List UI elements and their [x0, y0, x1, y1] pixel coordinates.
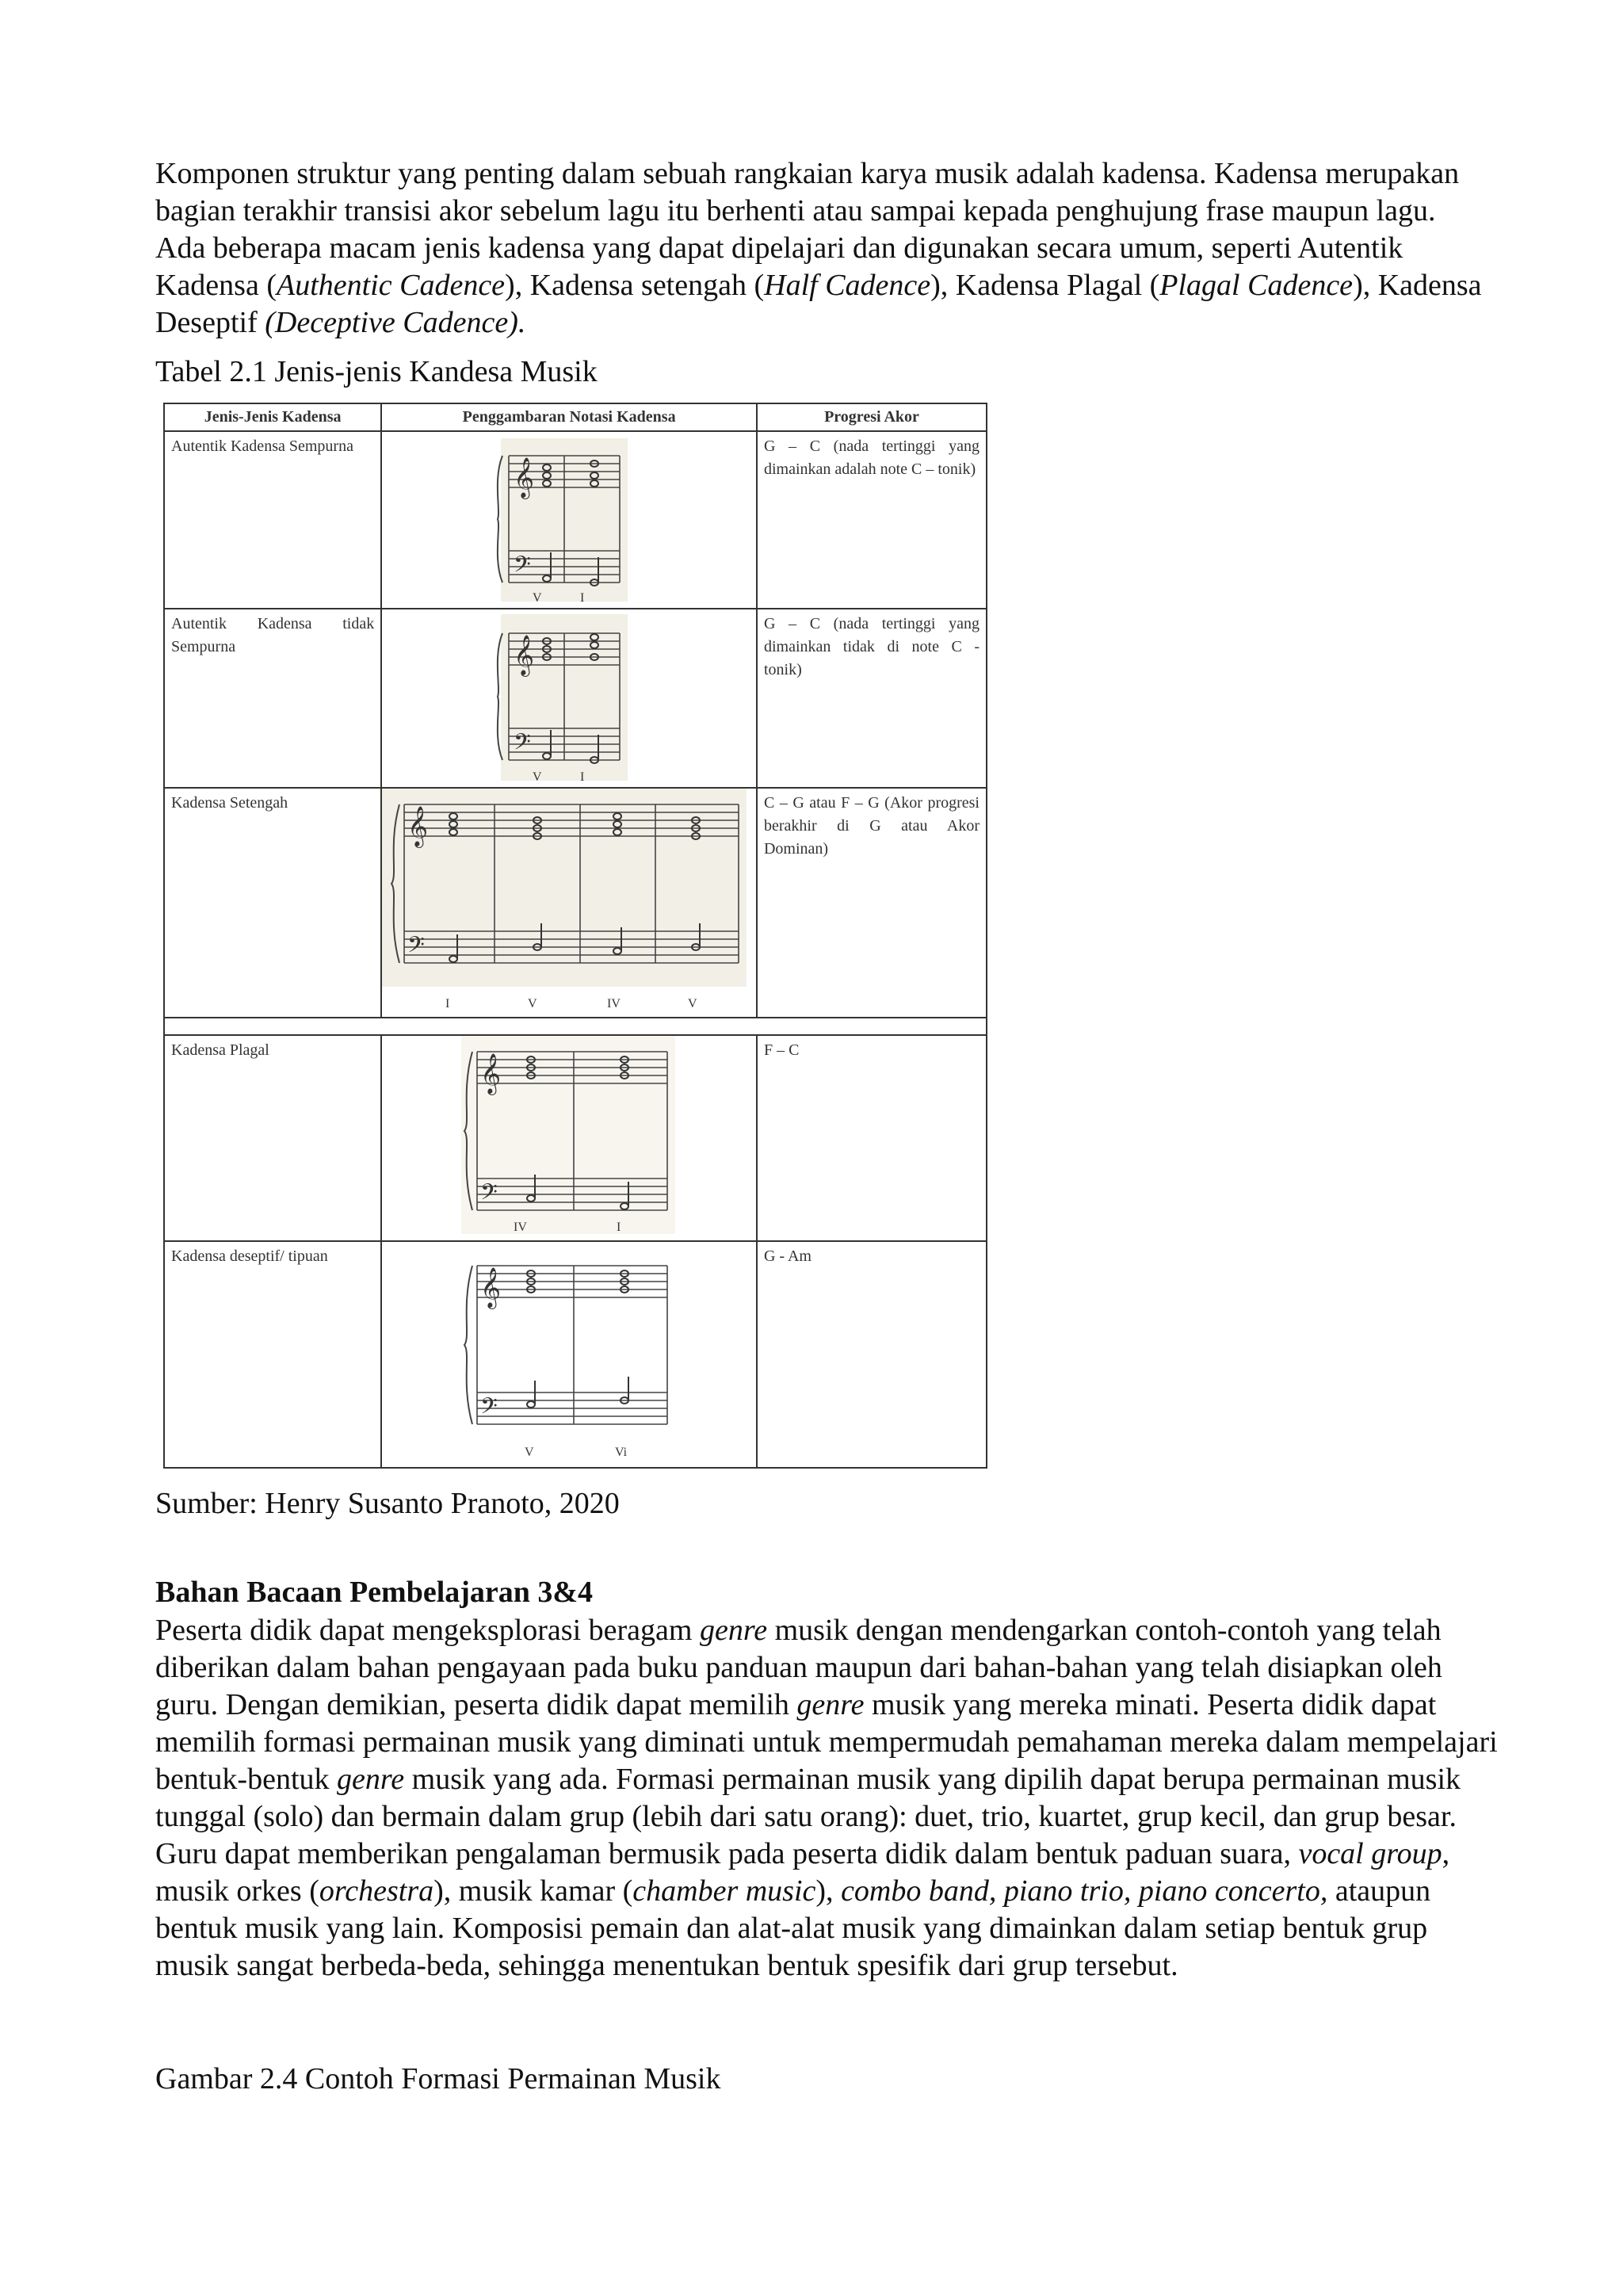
grand-staff-notation: [382, 609, 747, 787]
cadence-notation: [381, 788, 757, 1018]
numeral: Vi: [615, 1446, 628, 1459]
body-text: ),: [815, 1874, 842, 1908]
numeral: IV: [607, 997, 621, 1010]
cadence-progression: G - Am: [757, 1241, 987, 1468]
grand-staff-notation: [382, 1036, 747, 1240]
body-text: ), musik kamar (: [433, 1874, 633, 1908]
cadence-name: Autentik Kadensa Sempurna: [164, 431, 381, 609]
numeral: I: [617, 1221, 621, 1234]
term-vocal-group: vocal group: [1298, 1837, 1442, 1870]
body-text: , musik orkes (: [155, 1837, 1450, 1908]
cadence-table: [163, 403, 987, 1469]
numeral: V: [533, 770, 542, 784]
svg-text:𝄞: 𝄞: [480, 1268, 502, 1307]
intro-text-3: ), Kadensa Plagal (: [930, 269, 1160, 302]
cadence-progression: F – C: [757, 1035, 987, 1241]
svg-text:𝄢: 𝄢: [407, 934, 426, 963]
numeral: I: [580, 591, 585, 605]
grand-staff-notation: [382, 789, 747, 1017]
intro-term-deceptive: (Deceptive Cadence).: [265, 306, 526, 339]
cadence-progression: C – G atau F – G (Akor progresi berakhir di G atau Akor Dominan): [757, 788, 987, 1018]
term-genre: genre: [699, 1614, 768, 1647]
intro-term-authentic: Authentic Cadence: [276, 269, 506, 302]
numeral: I: [580, 770, 585, 784]
body-text: Peserta didik dapat mengeksplorasi beragam: [155, 1614, 700, 1647]
table-row: [164, 788, 987, 1018]
section-heading: Bahan Bacaan Pembelajaran 3&4: [155, 1576, 594, 1609]
svg-text:𝄢: 𝄢: [514, 731, 532, 760]
svg-text:𝄢: 𝄢: [480, 1181, 498, 1210]
table-row: [164, 1241, 987, 1468]
table-caption: Tabel 2.1 Jenis-jenis Kandesa Musik: [155, 355, 598, 388]
header-progresi: Progresi Akor: [757, 403, 987, 431]
cadence-progression: G – C (nada tertinggi yang dimainkan tidak di note C - tonik): [757, 609, 987, 788]
cadence-name: Kadensa Plagal: [164, 1035, 381, 1241]
cadence-notation: [381, 1035, 757, 1241]
cadence-progression: G – C (nada tertinggi yang dimainkan adalah note C – tonik): [757, 431, 987, 609]
term-genre: genre: [337, 1763, 405, 1796]
term-orchestra: orchestra: [319, 1874, 434, 1908]
table-header-row: [164, 403, 987, 431]
svg-text:𝄞: 𝄞: [514, 636, 535, 674]
intro-text-4: ), Kadensa Deseptif: [155, 269, 1482, 339]
table-row: [164, 431, 987, 609]
intro-paragraph: [155, 155, 1487, 342]
body-text: musik yang mereka minati. Peserta didik dapat memilih formasi permainan musik yang diminati untuk mempermudah pemahaman mereka dalam mempelajari bentuk-bentuk: [155, 1688, 1498, 1796]
body-paragraph: [155, 1612, 1503, 1985]
numeral: V: [688, 997, 697, 1010]
table-row: [164, 609, 987, 788]
header-jenis: Jenis-Jenis Kadensa: [164, 403, 381, 431]
cadence-notation: [381, 431, 757, 609]
intro-term-plagal: Plagal Cadence: [1159, 269, 1354, 302]
grand-staff-notation: [382, 1242, 747, 1467]
svg-text:𝄢: 𝄢: [514, 553, 532, 583]
numeral: V: [525, 1446, 534, 1459]
body-text: ataupun bentuk musik yang lain. Komposisi pemain dan alat-alat musik yang dimainkan dalam setiap bentuk grup musik sangat berbeda-beda, sehingga menentukan bentuk spesifik dari grup tersebut.: [155, 1874, 1431, 1982]
numeral: V: [533, 591, 542, 605]
figure-caption: Gambar 2.4 Contoh Formasi Permainan Musik: [155, 2062, 721, 2095]
cadence-name: Autentik Kadensa tidak Sempurna: [164, 609, 381, 788]
intro-text-2: ), Kadensa setengah (: [505, 269, 765, 302]
grand-staff-notation: [382, 432, 747, 608]
table-row: [164, 1035, 987, 1241]
body-text: musik dengan mendengarkan contoh-contoh yang telah diberikan dalam bahan pengayaan pada buku panduan maupun dari bahan-bahan yang telah disiapkan oleh guru. Dengan demikian, peserta didik dapat memilih: [155, 1614, 1442, 1721]
svg-text:𝄞: 𝄞: [407, 807, 429, 846]
cadence-notation: [381, 609, 757, 788]
intro-text-1: Komponen struktur yang penting dalam sebuah rangkaian karya musik adalah kadensa. Kadensa merupakan bagian terakhir transisi akor sebelum lagu itu berhenti atau sampai kepada penghujung frase maupun lagu. Ada beberapa macam jenis kadensa yang dapat dipelajari dan digunakan secara umum, seperti Autentik Kadensa (: [155, 157, 1460, 302]
table-gap: [164, 1018, 987, 1035]
cadence-notation: [381, 1241, 757, 1468]
term-chamber-music: chamber music: [632, 1874, 816, 1908]
svg-text:𝄞: 𝄞: [514, 458, 535, 497]
term-ensembles: combo band, piano trio, piano concerto,: [841, 1874, 1328, 1908]
svg-text:𝄢: 𝄢: [480, 1395, 498, 1424]
cadence-name: Kadensa Setengah: [164, 788, 381, 1018]
cadence-name: Kadensa deseptif/ tipuan: [164, 1241, 381, 1468]
svg-text:𝄞: 𝄞: [480, 1054, 502, 1093]
numeral: IV: [514, 1221, 528, 1234]
intro-term-half: Half Cadence: [764, 269, 931, 302]
term-genre: genre: [796, 1688, 865, 1721]
body-text: musik yang ada. Formasi permainan musik yang dipilih dapat berupa permainan musik tunggal (solo) dan bermain dalam grup (lebih dari satu orang): duet, trio, kuartet, grup kecil, dan grup besar. Guru dapat memberikan pengalaman bermusik pada peserta didik dalam bentuk paduan suara,: [155, 1763, 1461, 1870]
header-notasi: Penggambaran Notasi Kadensa: [381, 403, 757, 431]
numeral: V: [528, 997, 537, 1010]
source-caption: Sumber: Henry Susanto Pranoto, 2020: [155, 1487, 620, 1520]
numeral: I: [445, 997, 450, 1010]
